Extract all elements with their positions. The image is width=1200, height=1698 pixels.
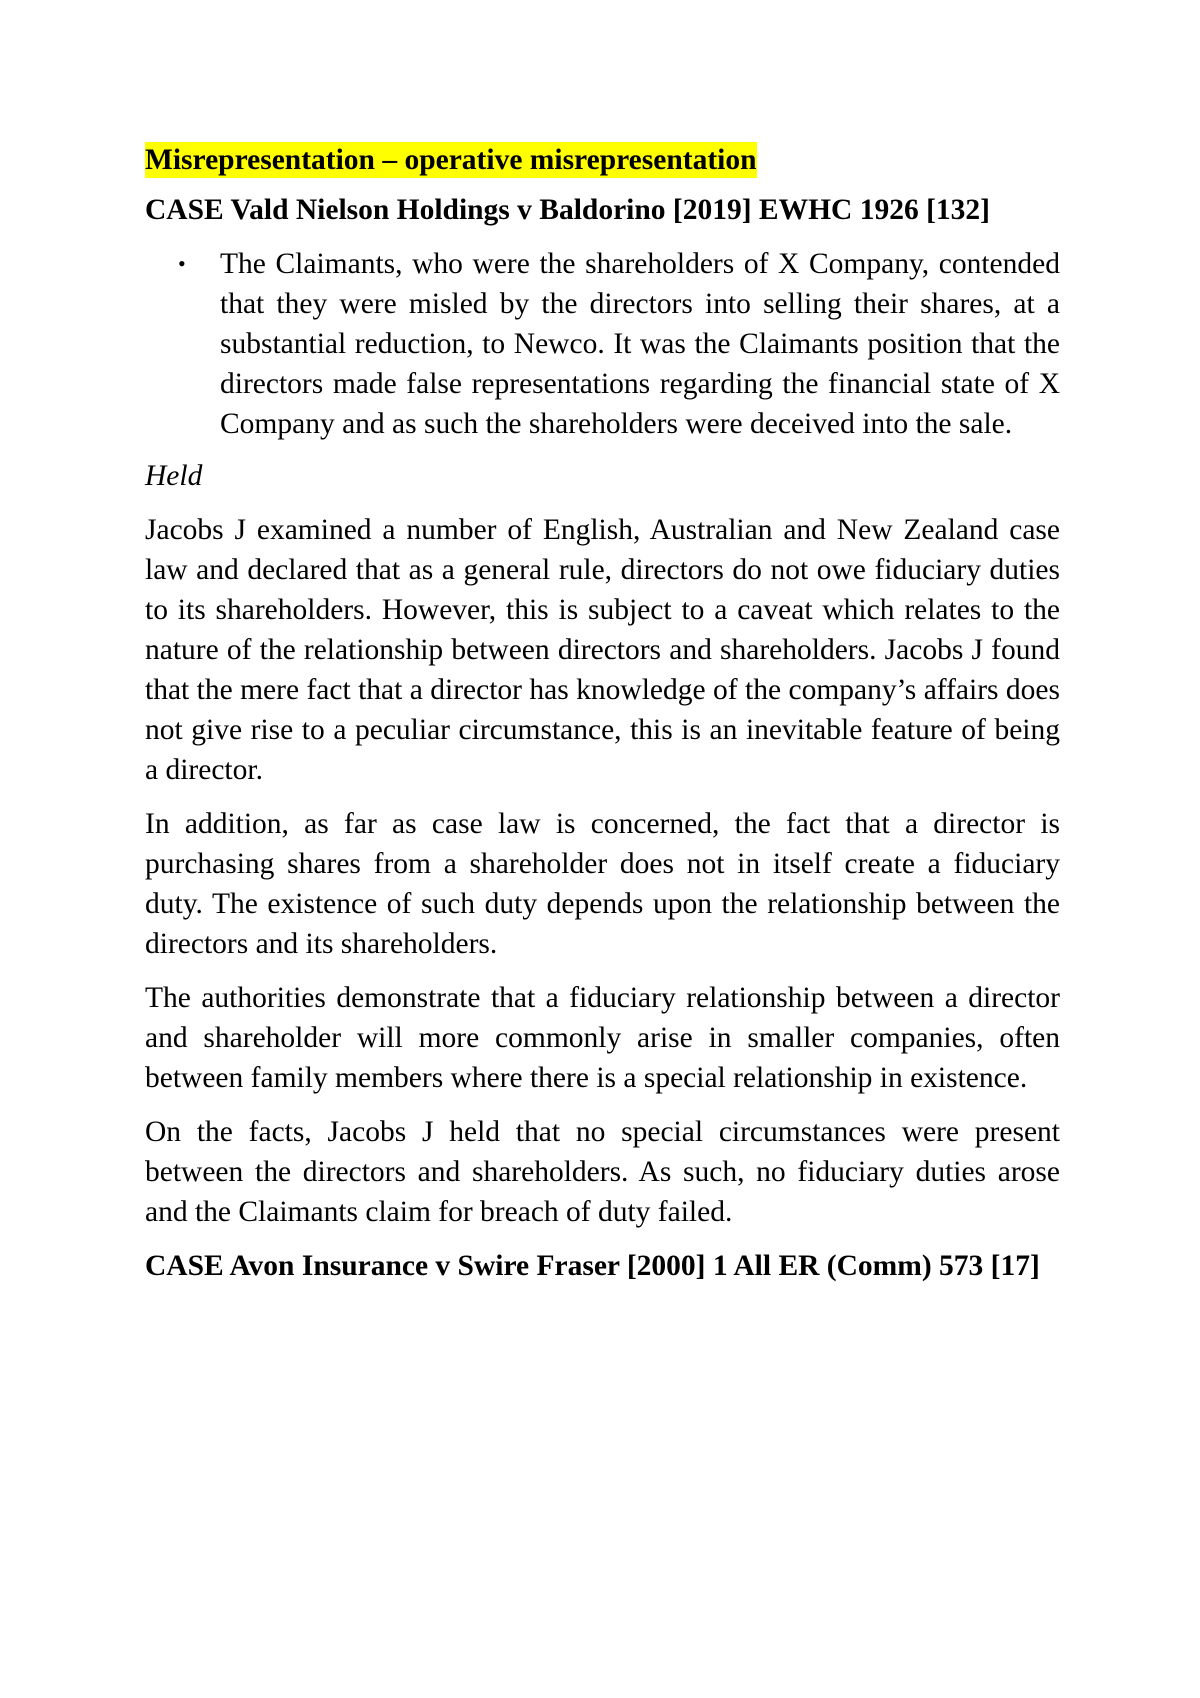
list-item-text: The Claimants, who were the shareholders of X Company, contended that they were misled by the directors into selling their shares, at a substantial reduction, to Newco. It was the Claimants position that the directors made false representations regarding the financial state of X Company and as such the shareholders were deceived into the sale.	[220, 248, 1060, 440]
case-title-vald-nielson: CASE Vald Nielson Holdings v Baldorino [2019] EWHC 1926 [132]	[145, 194, 990, 226]
paragraph: On the facts, Jacobs J held that no special circumstances were present between the directors and shareholders. As such, no fiduciary duties arose and the Claimants claim for breach of duty failed.	[145, 1116, 1060, 1228]
document-body	[145, 140, 1060, 1300]
bullet-icon: •	[178, 251, 186, 276]
held-label: Held	[145, 460, 203, 492]
paragraph: The authorities demonstrate that a fiduciary relationship between a director and shareholder will more commonly arise in smaller companies, often between family members where there is a special relationship in existence.	[145, 982, 1060, 1094]
paragraph: Jacobs J examined a number of English, Australian and New Zealand case law and declared that as a general rule, directors do not owe fiduciary duties to its shareholders. However, this is subject to a caveat which relates to the nature of the relationship between directors and shareholders. Jacobs J found that the mere fact that a director has knowledge of the company’s affairs does not give rise to a peculiar circumstance, this is an inevitable feature of being a director.	[145, 514, 1060, 786]
facts-list	[145, 244, 1060, 444]
case-title-avon-insurance: CASE Avon Insurance v Swire Fraser [2000] 1 All ER (Comm) 573 [17]	[145, 1250, 1040, 1282]
paragraph: In addition, as far as case law is concerned, the fact that a director is purchasing shares from a shareholder does not in itself create a fiduciary duty. The existence of such duty depends upon the relationship between the directors and its shareholders.	[145, 808, 1060, 960]
list-item	[145, 244, 1060, 444]
section-heading: Misrepresentation – operative misrepresentation	[145, 144, 757, 176]
